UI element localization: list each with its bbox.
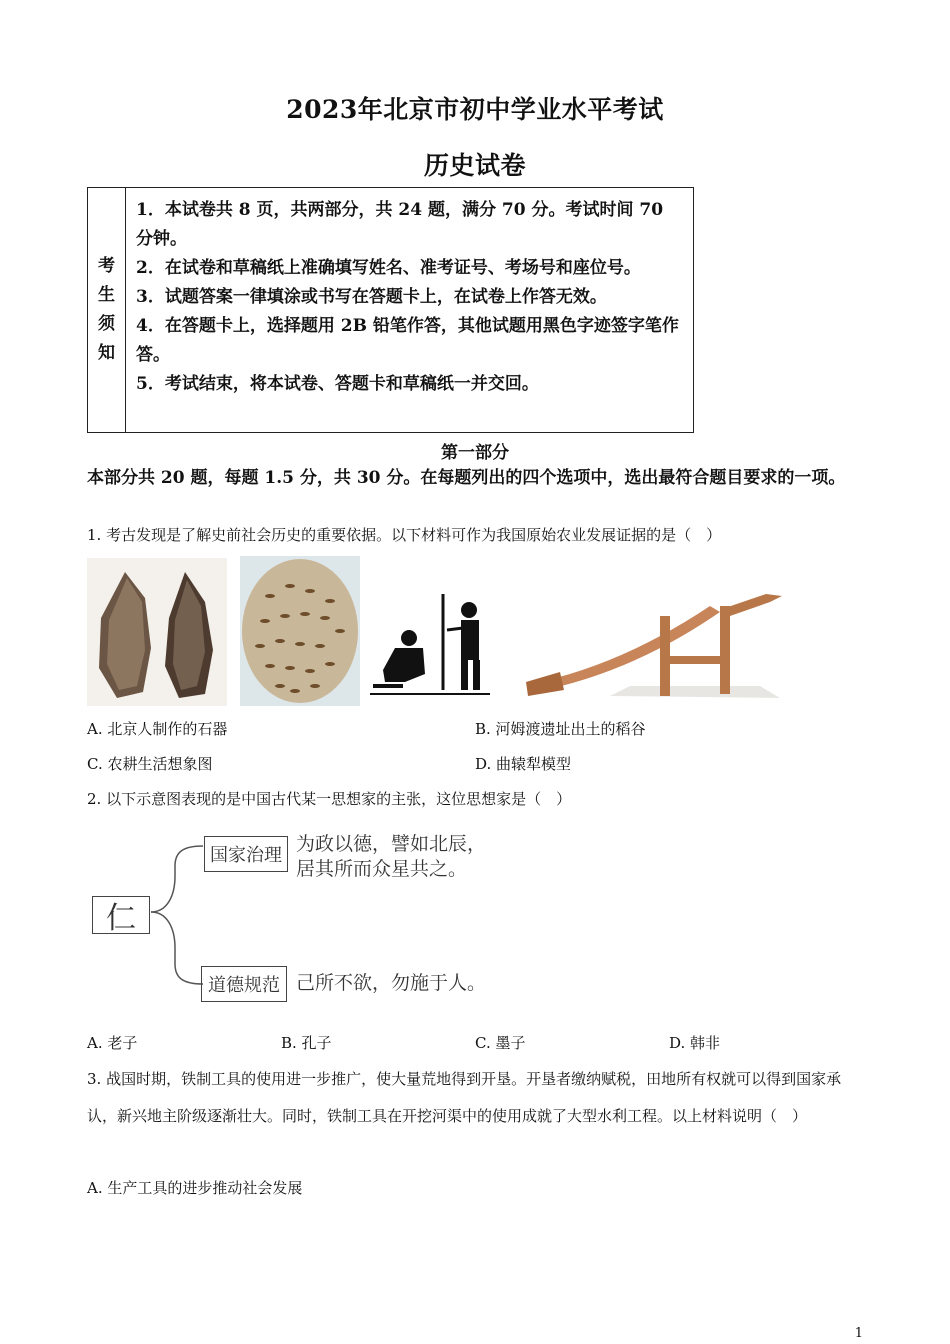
question-2-option-c[interactable]: C. 墨子 — [475, 1034, 526, 1052]
page-number: 1 — [854, 1326, 863, 1341]
question-1-option-d[interactable]: D. 曲辕犁模型 — [475, 755, 572, 773]
diagram-branch-line-bottom — [151, 912, 203, 984]
part-instruction: 本部分共 20 题，每题 1.5 分，共 30 分。在每题列出的四个选项中，选出最符合题目要求的一项。 — [87, 468, 846, 488]
diagram-text-line: 为政以德，譬如北辰， — [296, 833, 487, 855]
diagram-text-morality: 己所不欲，勿施于人。 — [296, 972, 487, 994]
diagram-root-ren: 仁 — [92, 896, 150, 934]
diagram-branch-line-top — [151, 846, 203, 912]
notice-label-char: 知 — [98, 343, 115, 363]
notice-label-char: 生 — [98, 285, 115, 305]
part-heading: 第一部分 — [441, 443, 509, 463]
notice-items — [136, 196, 681, 399]
notice-label-char: 须 — [98, 314, 115, 334]
curved-plough-model-image — [520, 586, 790, 701]
question-2-option-d[interactable]: D. 韩非 — [669, 1034, 721, 1052]
farming-life-illustration — [365, 590, 495, 700]
rice-grains-image — [240, 556, 360, 706]
question-1-stem: 1. 考古发现是了解史前社会历史的重要依据。以下材料可作为我国原始农业发展证据的是（ ） — [87, 526, 722, 544]
question-1-option-b[interactable]: B. 河姆渡遗址出土的稻谷 — [475, 720, 646, 738]
question-2-stem: 2. 以下示意图表现的是中国古代某一思想家的主张，这位思想家是（ ） — [87, 790, 572, 808]
exam-subtitle: 历史试卷 — [423, 151, 526, 180]
diagram-label-governance: 国家治理 — [204, 836, 288, 872]
notice-item: 4．在答题卡上，选择题用 2B 铅笔作答，其他试题用黑色字迹签字笔作答。 — [136, 316, 679, 365]
stone-tools-image — [87, 558, 227, 706]
question-1-option-a[interactable]: A. 北京人制作的石器 — [87, 720, 228, 738]
notice-item: 1．本试卷共 8 页，共两部分，共 24 题，满分 70 分。考试时间 70 分钟。 — [136, 200, 664, 249]
notice-label-char: 考 — [98, 256, 115, 276]
notice-item: 3．试题答案一律填涂或书写在答题卡上，在试卷上作答无效。 — [136, 287, 607, 307]
candidate-notice-box — [87, 187, 694, 433]
question-3-stem: 3. 战国时期，铁制工具的使用进一步推广，使大量荒地得到开垦。开垦者缴纳赋税，田地所有权就可以得到国家承认，新兴地主阶级逐渐壮大。同时，铁制工具在开挖河渠中的使用成就了大型水利工程。以上材料说明（ ） — [87, 1070, 842, 1125]
exam-title: 2023年北京市初中学业水平考试 — [286, 95, 664, 124]
notice-item: 5．考试结束，将本试卷、答题卡和草稿纸一并交回。 — [136, 374, 539, 394]
question-2-option-b[interactable]: B. 孔子 — [281, 1034, 332, 1052]
notice-item: 2．在试卷和草稿纸上准确填写姓名、准考证号、考场号和座位号。 — [136, 258, 641, 278]
diagram-text-governance — [296, 832, 486, 882]
diagram-label-morality: 道德规范 — [201, 966, 287, 1002]
diagram-text-line: 居其所而众星共之。 — [296, 858, 468, 880]
question-2-option-a[interactable]: A. 老子 — [87, 1034, 138, 1052]
notice-label — [88, 188, 126, 432]
question-3-option-a[interactable]: A. 生产工具的进步推动社会发展 — [87, 1179, 303, 1197]
question-1-option-c[interactable]: C. 农耕生活想象图 — [87, 755, 213, 773]
